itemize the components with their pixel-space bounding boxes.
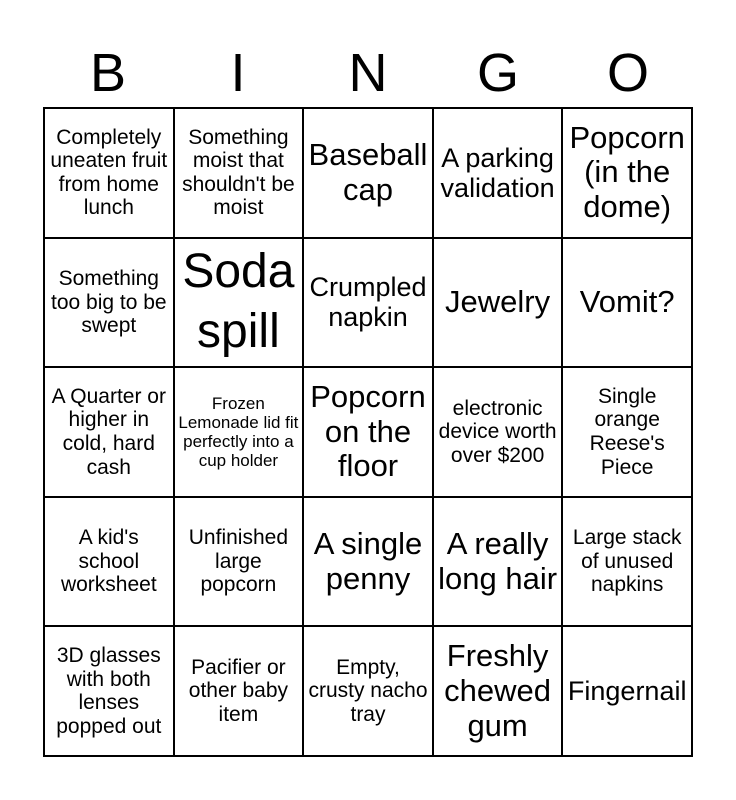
bingo-cell[interactable]: A parking validation: [433, 108, 563, 238]
bingo-cell[interactable]: Jewelry: [433, 238, 563, 368]
bingo-cell[interactable]: Large stack of unused napkins: [562, 497, 692, 627]
bingo-cell[interactable]: Baseball cap: [303, 108, 433, 238]
header-letter-b: B: [89, 43, 127, 103]
bingo-cell[interactable]: Unfinished large popcorn: [174, 497, 304, 627]
header-letter-g: G: [476, 43, 519, 103]
bingo-cell[interactable]: A single penny: [303, 497, 433, 627]
header-letter-n: N: [348, 43, 388, 103]
bingo-cell[interactable]: Soda spill: [174, 238, 304, 368]
bingo-board: [43, 107, 693, 757]
header-letter-i: I: [230, 43, 246, 103]
bingo-cell[interactable]: Popcorn (in the dome): [562, 108, 692, 238]
bingo-cell[interactable]: electronic device worth over $200: [433, 367, 563, 497]
bingo-cell[interactable]: Fingernail: [562, 626, 692, 756]
bingo-cell[interactable]: Vomit?: [562, 238, 692, 368]
bingo-cell[interactable]: A really long hair: [433, 497, 563, 627]
bingo-cell[interactable]: Empty, crusty nacho tray: [303, 626, 433, 756]
bingo-cell[interactable]: Something too big to be swept: [44, 238, 174, 368]
bingo-cell[interactable]: Completely uneaten fruit from home lunch: [44, 108, 174, 238]
bingo-cell[interactable]: Freshly chewed gum: [433, 626, 563, 756]
bingo-cell[interactable]: Single orange Reese's Piece: [562, 367, 692, 497]
bingo-cell[interactable]: 3D glasses with both lenses popped out: [44, 626, 174, 756]
bingo-cell[interactable]: Popcorn on the floor: [303, 367, 433, 497]
bingo-header: [43, 40, 693, 106]
header-letter-o: O: [606, 43, 649, 103]
bingo-cell[interactable]: Pacifier or other baby item: [174, 626, 304, 756]
bingo-cell[interactable]: Crumpled napkin: [303, 238, 433, 368]
bingo-cell[interactable]: Frozen Lemonade lid fit perfectly into a cup holder: [174, 367, 304, 497]
bingo-cell[interactable]: A Quarter or higher in cold, hard cash: [44, 367, 174, 497]
bingo-cell[interactable]: A kid's school worksheet: [44, 497, 174, 627]
bingo-cell[interactable]: Something moist that shouldn't be moist: [174, 108, 304, 238]
